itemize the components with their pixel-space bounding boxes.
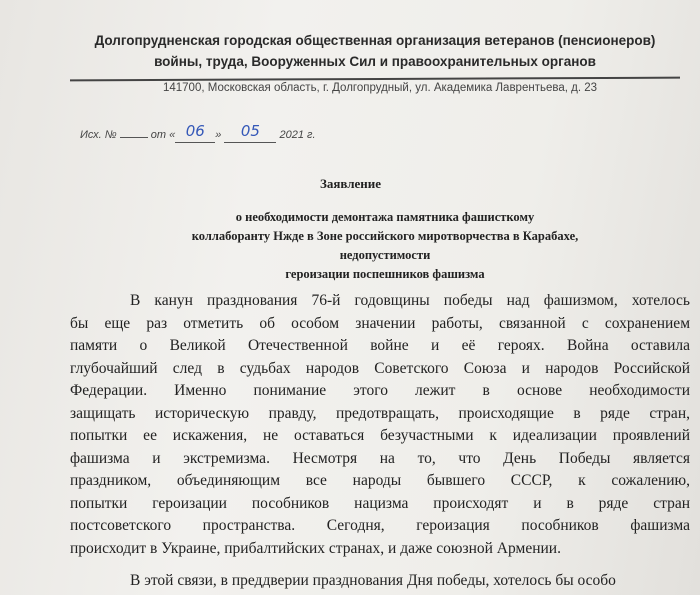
subject-line-2: коллаборанту Нжде в Зоне российского миротворчества в Карабахе, недопустимости <box>191 229 579 262</box>
paragraph-1 <box>70 290 690 560</box>
subject-line-3: героизации поспешников фашизма <box>285 267 485 281</box>
p1-line: праздником, объединяющим все народы бывшего СССР, к сожалению, <box>70 472 690 489</box>
outgoing-reference <box>80 124 316 143</box>
document-title: Заявление <box>320 176 382 191</box>
ref-number-label: Исх. № <box>80 129 117 141</box>
p1-line: попытки героизации пособников нацизма происходят и в ряде стран <box>70 494 690 512</box>
org-name-line-2: войны, труда, Вооруженных Сил и правоохранительных органов <box>154 54 596 69</box>
ref-from-label: от « <box>150 129 176 141</box>
p1-line: происходит в Украине, прибалтийских странах, и даже союзной Армении. <box>70 539 561 557</box>
org-address: 141700, Московская область, г. Долгопрудный, ул. Академика Лаврентьева, д. 23 <box>162 82 598 94</box>
ref-year: 2021 г. <box>279 129 316 141</box>
p1-line: Федерации. Именно понимание этого лежит в основе необходимости <box>70 382 690 399</box>
document-subject <box>150 208 620 284</box>
ref-quote-close: » <box>215 129 222 141</box>
ref-month-blank <box>224 124 276 143</box>
p1-line: постсоветского пространства. Сегодня, героизация пособников фашизма <box>70 517 690 534</box>
p1-line: фашизма и экстремизма. Несмотря на то, что День Победы является <box>70 449 690 467</box>
paragraph-2 <box>70 570 690 593</box>
header-divider <box>70 77 680 81</box>
p1-line: попытки ее искажения, не оставаться безучастными к идеализации проявлений <box>70 427 690 444</box>
p1-line: глубочайший след в судьбах народов Советского Союза и народов Российской <box>70 359 690 377</box>
ref-day-blank <box>175 124 215 143</box>
p1-line: памяти о Великой Отечественной войне и её героях. Война оставила <box>70 337 690 354</box>
organization-header <box>90 30 660 72</box>
subject-line-1: о необходимости демонтажа памятника фашисткому <box>235 210 535 224</box>
p1-line: бы еще раз отметить об особом значении работы, связанной с сохранением <box>70 314 690 332</box>
org-name-line-1: Долгопрудненская городская общественная организация ветеранов (пенсионеров) <box>94 33 656 48</box>
document-body <box>70 290 690 595</box>
ref-number-blank <box>120 137 148 138</box>
p1-line: В канун празднования 76-й годовщины победы над фашизмом, хотелось <box>130 292 690 309</box>
ref-day-handwritten: 06 <box>185 122 205 140</box>
p2-line: В этой связи, в преддверии празднования Дня победы, хотелось бы особо <box>130 572 616 589</box>
p1-line: защищать историческую правду, предотвращать, происходящие в ряде стран, <box>70 404 690 422</box>
ref-month-handwritten: 05 <box>240 122 260 140</box>
